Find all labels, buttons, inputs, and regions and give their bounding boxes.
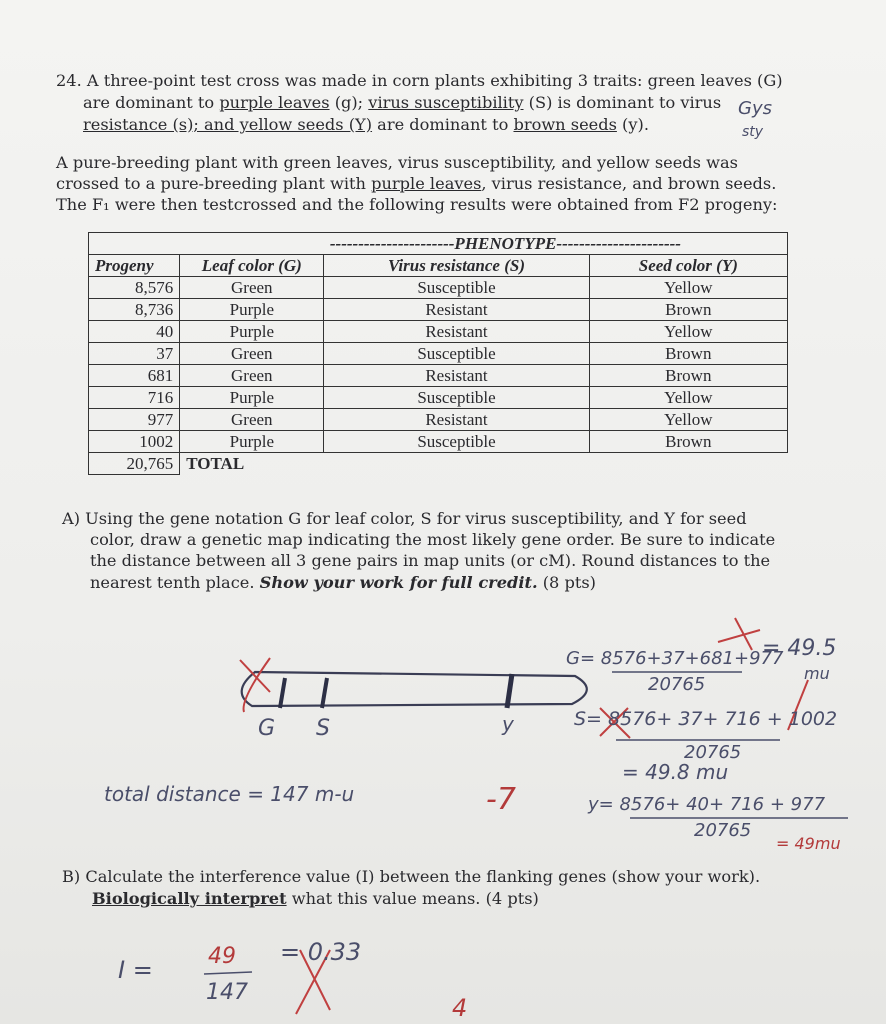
text-run: purple leaves <box>371 174 482 193</box>
text-run: are dominant to <box>372 115 514 134</box>
virus-resistance-cell: Susceptible <box>324 277 589 299</box>
interference-denominator: 147 <box>206 980 248 1005</box>
virus-resistance-cell: Susceptible <box>324 387 589 409</box>
s-calc-denominator: 20765 <box>684 742 742 763</box>
progeny-count-cell: 977 <box>89 409 180 431</box>
leaf-color-cell: Green <box>180 277 324 299</box>
seed-color-cell: Brown <box>589 343 787 365</box>
gene-mark-s <box>322 678 327 708</box>
total-distance-note: total distance = 147 m-u <box>104 782 355 806</box>
part-a-line2: color, draw a genetic map indicating the most likely gene order. Be sure to indicate <box>90 530 776 549</box>
g-calc-numerator: G= 8576+37+681+977 <box>566 648 784 669</box>
text-run: purple leaves <box>219 93 330 112</box>
leaf-color-cell: Green <box>180 409 324 431</box>
text-run: are dominant to <box>83 93 220 112</box>
header-seed-color: Seed color (Y) <box>589 255 787 277</box>
y-result: = 49mu <box>776 834 841 853</box>
total-value: 20,765 <box>89 453 180 475</box>
text-run: (S) is dominant to virus <box>523 93 722 112</box>
seed-color-cell: Brown <box>589 299 787 321</box>
text-run: virus susceptibility <box>368 93 524 112</box>
part-a-line3: the distance between all 3 gene pairs in map units (or cM). Round distances to the <box>90 551 771 570</box>
leaf-color-cell: Purple <box>180 321 324 343</box>
header-progeny: Progeny <box>89 255 180 277</box>
map-label-s: S <box>316 716 330 741</box>
g-result: = 49.5 <box>762 636 837 661</box>
y-calc-denominator: 20765 <box>694 820 752 841</box>
part-a-line1: A) Using the gene notation G for leaf color, S for virus susceptibility, and Y for seed <box>62 509 747 528</box>
leaf-color-cell: Purple <box>180 299 324 321</box>
text-run: crossed to a pure-breeding plant with <box>56 174 372 193</box>
chromosome-drawing <box>242 672 587 706</box>
fraction-bar-i <box>204 972 252 974</box>
map-label-g: G <box>258 716 276 741</box>
part-b-line1: B) Calculate the interference value (I) between the flanking genes (show your work). <box>62 867 761 886</box>
text-run: (y). <box>616 115 649 134</box>
text-run: brown seeds <box>513 115 617 134</box>
margin-note-2: sty <box>742 124 764 140</box>
para-line3: The F₁ were then testcrossed and the following results were obtained from F2 progeny: <box>56 195 778 214</box>
seed-color-cell: Yellow <box>589 277 787 299</box>
interference-lhs: I = <box>118 956 153 984</box>
leaf-color-cell: Green <box>180 365 324 387</box>
text-run: nearest tenth place. <box>90 573 260 592</box>
interference-result: = 0.33 <box>280 938 362 966</box>
para-line1: A pure-breeding plant with green leaves, virus susceptibility, and yellow seeds was <box>56 153 738 172</box>
s-result: = 49.8 mu <box>622 760 729 784</box>
progeny-count-cell: 681 <box>89 365 180 387</box>
gene-mark-y <box>507 674 512 708</box>
leaf-color-cell: Purple <box>180 431 324 453</box>
map-label-y: y <box>502 712 514 736</box>
seed-color-cell: Yellow <box>589 409 787 431</box>
progeny-count-cell: 8,736 <box>89 299 180 321</box>
gene-mark-g <box>280 678 285 708</box>
question-number: 24. <box>56 71 82 90</box>
progeny-count-cell: 37 <box>89 343 180 365</box>
seed-color-cell: Yellow <box>589 321 787 343</box>
virus-resistance-cell: Susceptible <box>324 431 589 453</box>
progeny-count-cell: 8,576 <box>89 277 180 299</box>
leaf-color-cell: Green <box>180 343 324 365</box>
progeny-count-cell: 716 <box>89 387 180 409</box>
header-virus-resistance: Virus resistance (S) <box>324 255 589 277</box>
virus-resistance-cell: Resistant <box>324 321 589 343</box>
s-calc-numerator: S= 8576+ 37+ 716 + 1002 <box>574 708 838 730</box>
red-strike <box>718 618 760 650</box>
text-run: , virus resistance, and brown seeds. <box>481 174 777 193</box>
progeny-count-cell: 1002 <box>89 431 180 453</box>
y-calc-numerator: y= 8576+ 40+ 716 + 977 <box>588 794 826 815</box>
virus-resistance-cell: Resistant <box>324 365 589 387</box>
seed-color-cell: Yellow <box>589 387 787 409</box>
text-run: Biologically interpret <box>92 889 287 908</box>
virus-resistance-cell: Resistant <box>324 409 589 431</box>
interference-numerator: 49 <box>208 944 236 969</box>
virus-resistance-cell: Resistant <box>324 299 589 321</box>
text-run: (g); <box>329 93 369 112</box>
g-unit: mu <box>804 664 830 683</box>
text-run: resistance (s); and yellow seeds (Y) <box>83 115 373 134</box>
progeny-count-cell: 40 <box>89 321 180 343</box>
question-text-1: A three-point test cross was made in corn plants exhibiting 3 traits: green leaves (G) <box>86 71 783 90</box>
score-mark: 4 <box>452 994 468 1022</box>
header-leaf-color: Leaf color (G) <box>180 255 324 277</box>
part-b-line2 <box>92 888 539 909</box>
margin-note-1: Gys <box>738 98 772 119</box>
seed-color-cell: Brown <box>589 365 787 387</box>
text-run: (8 pts) <box>537 573 596 592</box>
g-calc-denominator: 20765 <box>648 674 706 695</box>
text-run: Show your work for full credit. <box>259 573 538 592</box>
deduction-mark: -7 <box>486 782 516 817</box>
text-run: what this value means. (4 pts) <box>286 889 539 908</box>
leaf-color-cell: Purple <box>180 387 324 409</box>
seed-color-cell: Brown <box>589 431 787 453</box>
total-label: TOTAL <box>180 453 324 475</box>
phenotype-header: ----------------------PHENOTYPE---------------------- <box>324 233 788 255</box>
virus-resistance-cell: Susceptible <box>324 343 589 365</box>
